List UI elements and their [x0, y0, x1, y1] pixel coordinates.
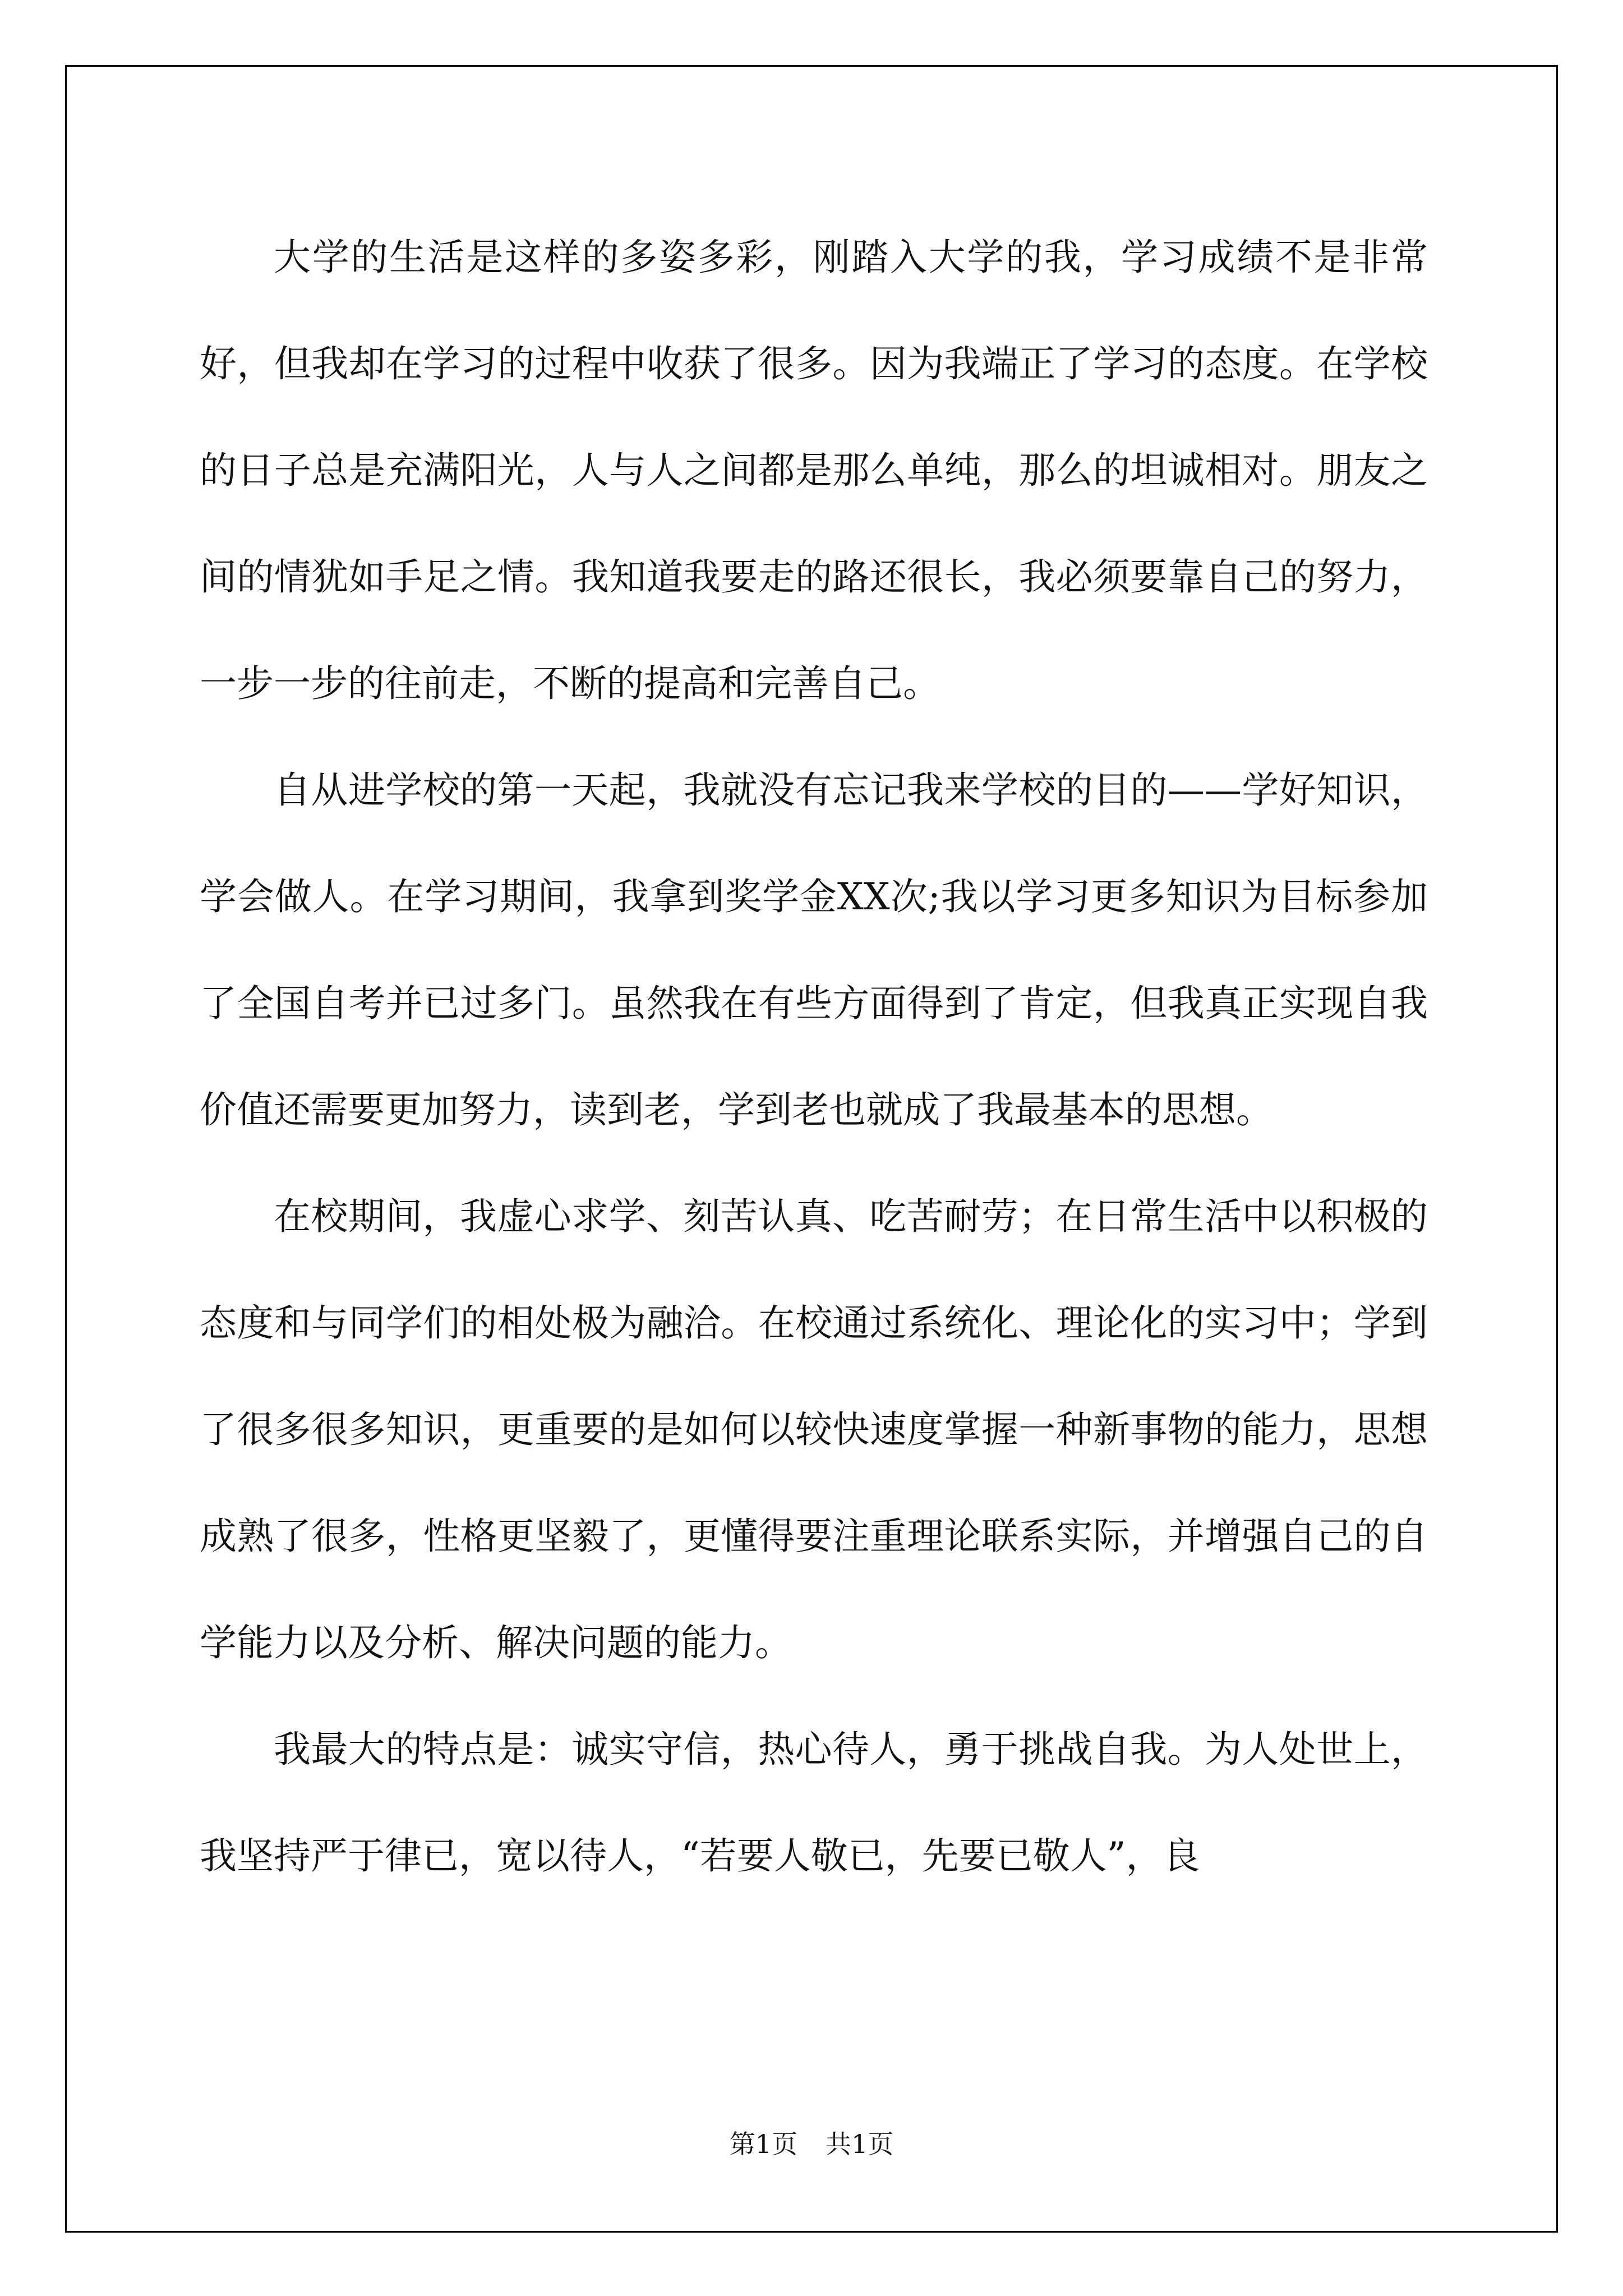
- paragraph-1: 大学的生活是这样的多姿多彩，刚踏入大学的我，学习成绩不是非常好，但我却在学习的过程中收获了很多。因为我端正了学习的态度。在学校的日子总是充满阳光，人与人之间都是那么单纯，那么的坦诚相对。朋友之间的情犹如手足之情。我知道我要走的路还很长，我必须要靠自己的努力，一步一步的往前走，不断的提高和完善自己。: [200, 236, 1428, 705]
- document-body: [200, 204, 1428, 1910]
- paragraph-3: 在校期间，我虚心求学、刻苦认真、吃苦耐劳；在日常生活中以积极的态度和与同学们的相处极为融洽。在校通过系统化、理论化的实习中；学到了很多很多知识，更重要的是如何以较快速度掌握一种新事物的能力，思想成熟了很多，性格更坚毅了，更懂得要注重理论联系实际，并增强自己的自学能力以及分析、解决问题的能力。: [200, 1195, 1428, 1664]
- page-number-total: 共1页: [826, 2129, 894, 2159]
- paragraph-2: 自从进学校的第一天起，我就没有忘记我来学校的目的——学好知识，学会做人。在学习期间，我拿到奖学金XX次;我以学习更多知识为目标参加了全国自考并已过多门。虽然我在有些方面得到了肯定，但我真正实现自我价值还需要更加努力，读到老，学到老也就成了我最基本的思想。: [200, 769, 1428, 1131]
- paragraph-4: 我最大的特点是：诚实守信，热心待人，勇于挑战自我。为人处世上，我坚持严于律已，宽以待人，“若要人敬已，先要已敬人”，良: [200, 1728, 1428, 1878]
- page-number-current: 第1页: [729, 2129, 797, 2159]
- page-footer: [0, 2127, 1623, 2161]
